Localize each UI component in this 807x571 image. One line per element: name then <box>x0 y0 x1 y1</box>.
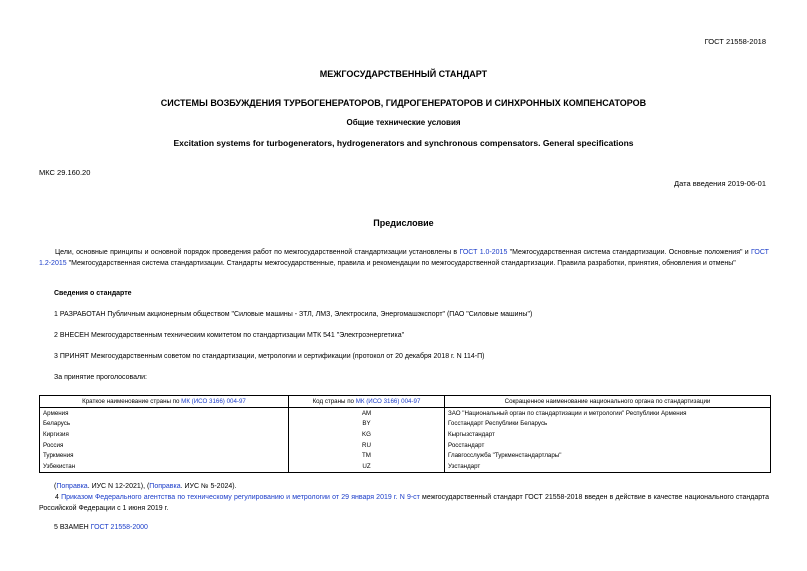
mk-iso-link-2[interactable]: МК (ИСО 3166) 004-97 <box>355 398 421 405</box>
corrections-text-1: . ИУС N 12-2021), ( <box>87 483 150 490</box>
header-country-text: Краткое наименование страны по <box>82 398 182 405</box>
code-cell: RU <box>289 440 445 451</box>
intro-text-2: "Межгосударственная система стандартизации. Основные положения" и <box>507 249 752 256</box>
code-cell: TM <box>289 450 445 461</box>
correction-link-2[interactable]: Поправка <box>149 483 181 490</box>
mks-code: МКС 29.160.20 <box>39 168 91 177</box>
document-subtitle-ru: Общие технические условия <box>346 118 461 127</box>
country-cell: Туркмения <box>40 450 289 461</box>
intro-text-1: Цели, основные принципы и основной порядок проведения работ по межгосударственной стандартизации установлены в <box>55 249 460 256</box>
rosstandart-order-link[interactable]: Приказом Федерального агентства по техническому регулированию и метрологии от 29 января 2019 г. N 9-ст <box>61 494 420 501</box>
preface-intro-paragraph <box>39 248 769 269</box>
code-cell: KG <box>289 429 445 440</box>
corrections-open: ( <box>54 483 57 490</box>
mk-iso-link-1[interactable]: МК (ИСО 3166) 004-97 <box>181 398 246 405</box>
preface-heading: Предисловие <box>373 218 434 228</box>
code-cell: AM <box>289 408 445 419</box>
body-cell: Кыргызстандарт <box>445 429 771 440</box>
body-cell: ЗАО "Национальный орган по стандартизации и метрологии" Республики Армения <box>445 408 771 419</box>
gost-21558-2000-link[interactable]: ГОСТ 21558-2000 <box>90 524 148 531</box>
item-3-adopted: 3 ПРИНЯТ Межгосударственным советом по стандартизации, метрологии и сертификации (протокол от 20 декабря 2018 г. N 114-П) <box>54 353 485 360</box>
document-title-en: Excitation systems for turbogenerators, hydrogenerators and synchronous compensators. General specifications <box>173 138 634 148</box>
table-header-row <box>40 396 771 408</box>
item-5-prefix: 5 ВЗАМЕН <box>54 524 91 531</box>
body-cell: Госстандарт Республики Беларусь <box>445 419 771 430</box>
member-states-table <box>39 395 771 473</box>
intro-date: Дата введения 2019-06-01 <box>674 179 766 188</box>
table-row <box>40 419 771 430</box>
item-4-prefix: 4 <box>55 494 62 501</box>
country-cell: Армения <box>40 408 289 419</box>
item-5-replaces <box>54 524 148 531</box>
item-4-text: межгосударственный стандарт ГОСТ 21558-2018 введен в действие в качестве национального стандарта Российской Федерации с 1 июня 2019 г. <box>39 494 769 512</box>
table-row <box>40 429 771 440</box>
intro-text-3: "Межгосударственная система стандартизации. Стандарты межгосударственные, правила и рекомендации по межгосударственной стандартизации. Правила разработки, принятия, обновления и отмены" <box>66 259 736 267</box>
corrections-line <box>54 483 237 490</box>
code-cell: BY <box>289 419 445 430</box>
body-cell: Главгосслужба "Туркменстандартлары" <box>445 450 771 461</box>
item-4-enacted <box>39 493 769 514</box>
country-cell: Россия <box>40 440 289 451</box>
document-title-ru: СИСТЕМЫ ВОЗБУЖДЕНИЯ ТУРБОГЕНЕРАТОРОВ, ГИДРОГЕНЕРАТОРОВ И СИНХРОННЫХ КОМПЕНСАТОРОВ <box>160 98 647 108</box>
gost-code: ГОСТ 21558-2018 <box>704 37 766 46</box>
table-row <box>40 461 771 472</box>
table-row <box>40 440 771 451</box>
table-row <box>40 408 771 419</box>
corrections-text-2: . ИУС № 5-2024). <box>180 483 237 490</box>
header-country-name <box>40 396 289 408</box>
gost-1-0-link[interactable]: ГОСТ 1.0-2015 <box>459 249 508 256</box>
item-1-developed: 1 РАЗРАБОТАН Публичным акционерным обществом "Силовые машины - ЗТЛ, ЛМЗ, Электросила, Энергомашэкспорт" (ПАО "Силовые машины") <box>54 311 533 318</box>
body-cell: Узстандарт <box>445 461 771 472</box>
body-cell: Росстандарт <box>445 440 771 451</box>
country-cell: Киргизия <box>40 429 289 440</box>
table-row <box>40 450 771 461</box>
country-cell: Узбекистан <box>40 461 289 472</box>
header-code-text: Код страны по <box>312 398 356 405</box>
standard-type: МЕЖГОСУДАРСТВЕННЫЙ СТАНДАРТ <box>319 69 488 79</box>
header-standards-body: Сокращенное наименование национального органа по стандартизации <box>445 396 771 408</box>
item-2-submitted: 2 ВНЕСЕН Межгосударственным техническим комитетом по стандартизации МТК 541 "Электроэнергетика" <box>54 332 405 339</box>
country-cell: Беларусь <box>40 419 289 430</box>
gost-1-2-link[interactable]: ГОСТ 1.2-2015 <box>39 249 769 267</box>
voted-label: За принятие проголосовали: <box>54 374 147 381</box>
correction-link-1[interactable]: Поправка <box>56 483 88 490</box>
code-cell: UZ <box>289 461 445 472</box>
header-country-code <box>289 396 445 408</box>
standard-info-heading: Сведения о стандарте <box>54 290 132 297</box>
